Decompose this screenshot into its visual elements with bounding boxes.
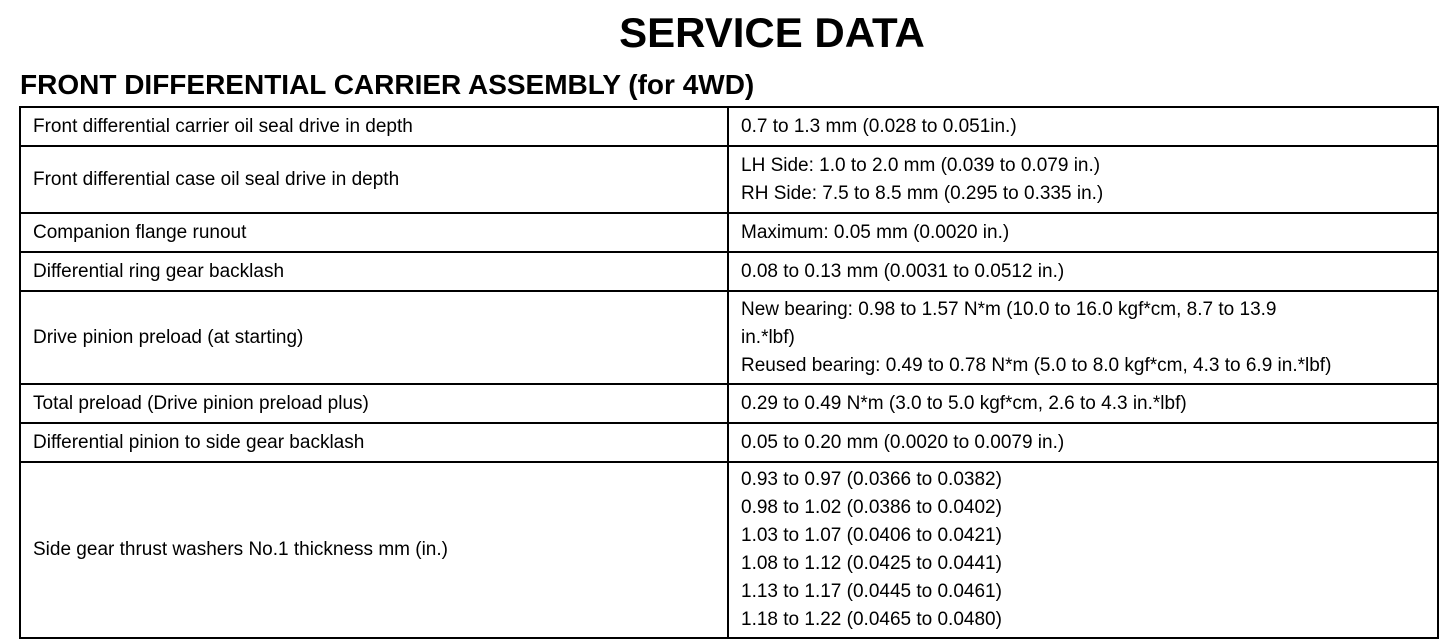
spec-value	[728, 146, 1438, 213]
spec-value-line: in.*lbf)	[741, 326, 795, 348]
spec-value	[728, 107, 1438, 146]
spec-value	[728, 213, 1438, 252]
spec-value-line: 0.93 to 0.97 (0.0366 to 0.0382)	[741, 469, 1002, 490]
spec-value-line: 0.05 to 0.20 mm (0.0020 to 0.0079 in.)	[741, 431, 1065, 453]
spec-label: Differential pinion to side gear backlash	[20, 423, 728, 462]
table-row	[20, 146, 1438, 213]
table-row	[20, 213, 1438, 252]
table-row	[20, 384, 1438, 423]
spec-value-line: New bearing: 0.98 to 1.57 N*m (10.0 to 16.0 kgf*cm, 8.7 to 13.9	[741, 298, 1277, 320]
table-row	[20, 252, 1438, 291]
table-row	[20, 462, 1438, 638]
spec-label: Differential ring gear backlash	[20, 252, 728, 291]
section-title: FRONT DIFFERENTIAL CARRIER ASSEMBLY (for 4WD)	[20, 69, 755, 100]
spec-value-line: 0.08 to 0.13 mm (0.0031 to 0.0512 in.)	[741, 260, 1065, 282]
spec-value-line: 0.7 to 1.3 mm (0.028 to 0.051in.)	[741, 115, 1017, 137]
table-row	[20, 423, 1438, 462]
spec-value	[728, 291, 1438, 384]
spec-label: Companion flange runout	[20, 213, 728, 252]
table-row	[20, 291, 1438, 384]
spec-value-line: LH Side: 1.0 to 2.0 mm (0.039 to 0.079 in.)	[741, 154, 1101, 176]
spec-label: Front differential carrier oil seal drive in depth	[20, 107, 728, 146]
spec-label: Total preload (Drive pinion preload plus)	[20, 384, 728, 423]
table-row	[20, 107, 1438, 146]
page-title: SERVICE DATA	[619, 9, 925, 56]
spec-value-line: 1.03 to 1.07 (0.0406 to 0.0421)	[741, 525, 1002, 546]
spec-label: Drive pinion preload (at starting)	[20, 291, 728, 384]
spec-value-line: Reused bearing: 0.49 to 0.78 N*m (5.0 to 8.0 kgf*cm, 4.3 to 6.9 in.*lbf)	[741, 354, 1332, 376]
spec-value	[728, 252, 1438, 291]
service-data-table	[19, 106, 1439, 639]
spec-value-line: Maximum: 0.05 mm (0.0020 in.)	[741, 221, 1010, 243]
spec-label: Front differential case oil seal drive in depth	[20, 146, 728, 213]
spec-value	[728, 384, 1438, 423]
spec-value-line: 1.08 to 1.12 (0.0425 to 0.0441)	[741, 553, 1002, 574]
spec-value-line: RH Side: 7.5 to 8.5 mm (0.295 to 0.335 in.)	[741, 182, 1104, 204]
spec-value-line: 1.18 to 1.22 (0.0465 to 0.0480)	[741, 609, 1002, 630]
spec-label: Side gear thrust washers No.1 thickness mm (in.)	[20, 462, 728, 638]
spec-value	[728, 462, 1438, 638]
spec-value-line: 0.29 to 0.49 N*m (3.0 to 5.0 kgf*cm, 2.6 to 4.3 in.*lbf)	[741, 392, 1187, 414]
spec-value-line: 1.13 to 1.17 (0.0445 to 0.0461)	[741, 581, 1002, 602]
spec-value-line: 0.98 to 1.02 (0.0386 to 0.0402)	[741, 497, 1002, 518]
spec-value	[728, 423, 1438, 462]
